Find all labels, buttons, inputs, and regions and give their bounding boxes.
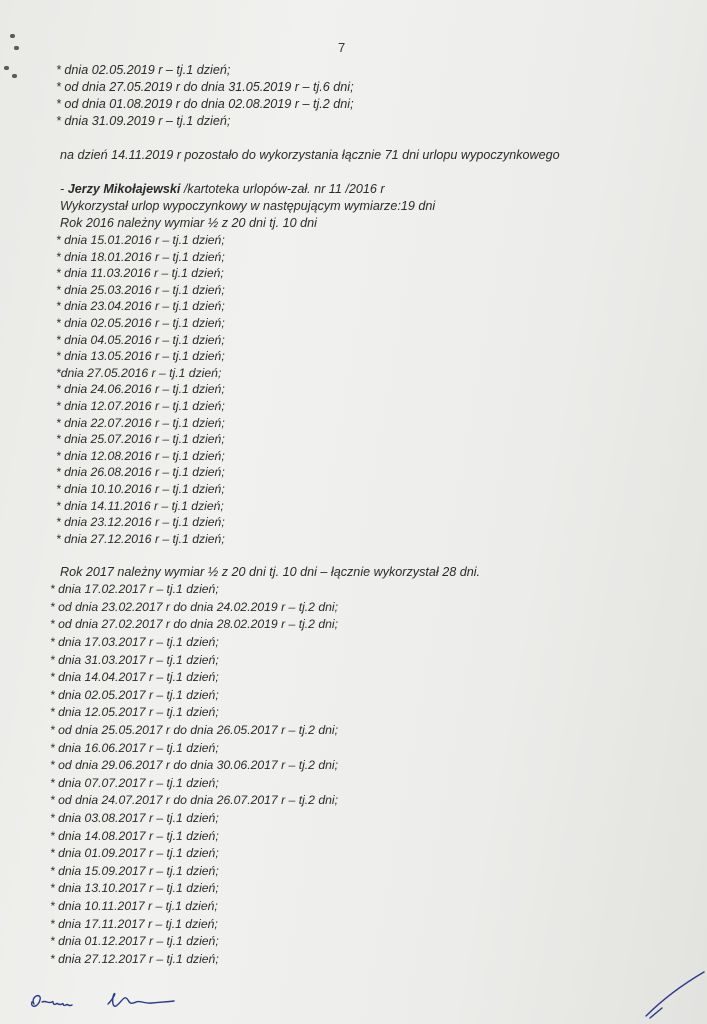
list-item: * dnia 14.04.2017 r – tj.1 dzień; xyxy=(50,670,219,685)
list-item: * dnia 14.11.2016 r – tj.1 dzień; xyxy=(56,498,224,513)
list-item: * dnia 12.07.2016 r – tj.1 dzień; xyxy=(56,398,225,413)
list-item: * dnia 25.03.2016 r – tj.1 dzień; xyxy=(56,282,225,297)
summary-line: na dzień 14.11.2019 r pozostało do wykorzystania łącznie 71 dni urlopu wypoczynkowego xyxy=(60,148,560,162)
list-item: * od dnia 01.08.2019 r do dnia 02.08.2019 r – tj.2 dni; xyxy=(56,97,354,111)
list-item: * dnia 13.10.2017 r – tj.1 dzień; xyxy=(50,881,219,896)
year-2017-list xyxy=(50,581,690,968)
list-item: * dnia 12.05.2017 r – tj.1 dzień; xyxy=(50,705,219,720)
staple-mark xyxy=(10,34,15,38)
list-item: * dnia 22.07.2016 r – tj.1 dzień; xyxy=(56,415,225,430)
list-item: * dnia 14.08.2017 r – tj.1 dzień; xyxy=(50,828,219,843)
list-item: * dnia 23.12.2016 r – tj.1 dzień; xyxy=(56,515,225,530)
list-item: * od dnia 25.05.2017 r do dnia 26.05.2017 r – tj.2 dni; xyxy=(50,723,338,738)
list-item: * dnia 25.07.2016 r – tj.1 dzień; xyxy=(56,432,225,447)
list-item: * dnia 13.05.2016 r – tj.1 dzień; xyxy=(56,349,225,364)
list-item: * dnia 31.09.2019 r – tj.1 dzień; xyxy=(56,114,231,128)
staple-mark xyxy=(12,74,17,78)
list-item: * dnia 31.03.2017 r – tj.1 dzień; xyxy=(50,652,219,667)
list-item: *dnia 27.05.2016 r – tj.1 dzień; xyxy=(56,365,222,380)
list-item: * od dnia 24.07.2017 r do dnia 26.07.2017 r – tj.2 dni; xyxy=(50,793,338,808)
list-item: * dnia 27.12.2017 r – tj.1 dzień; xyxy=(50,951,219,966)
document-body xyxy=(50,62,690,968)
list-item: * dnia 17.02.2017 r – tj.1 dzień; xyxy=(50,582,219,597)
person-heading xyxy=(50,181,690,198)
list-item: * dnia 11.03.2016 r – tj.1 dzień; xyxy=(56,266,224,281)
page-number: 7 xyxy=(338,40,346,55)
person-reference: /kartoteka urlopów-zał. nr 11 /2016 r xyxy=(180,182,385,196)
list-item: * dnia 17.11.2017 r – tj.1 dzień; xyxy=(50,916,218,931)
list-item: * od dnia 27.02.2017 r do dnia 28.02.2019 r – tj.2 dni; xyxy=(50,617,338,632)
year-2016-list xyxy=(50,232,690,547)
list-item: * dnia 16.06.2017 r – tj.1 dzień; xyxy=(50,740,219,755)
list-item: * dnia 18.01.2016 r – tj.1 dzień; xyxy=(56,249,225,264)
list-item: * dnia 01.12.2017 r – tj.1 dzień; xyxy=(50,934,219,949)
used-total-line: Wykorzystał urlop wypoczynkowy w następującym wymiarze:19 dni xyxy=(60,199,436,213)
list-item: * dnia 24.06.2016 r – tj.1 dzień; xyxy=(56,382,225,397)
list-item: * dnia 10.11.2017 r – tj.1 dzień; xyxy=(50,898,218,913)
year-2016-header: Rok 2016 należny wymiar ½ z 20 dni tj. 10 dni xyxy=(60,216,317,230)
list-item: * dnia 02.05.2016 r – tj.1 dzień; xyxy=(56,315,225,330)
list-item: * dnia 12.08.2016 r – tj.1 dzień; xyxy=(56,448,225,463)
list-item: * dnia 27.12.2016 r – tj.1 dzień; xyxy=(56,531,225,546)
pen-stroke-mark xyxy=(640,968,707,1024)
list-item: * dnia 07.07.2017 r – tj.1 dzień; xyxy=(50,775,219,790)
list-item: * dnia 03.08.2017 r – tj.1 dzień; xyxy=(50,811,219,825)
list-item: * dnia 26.08.2016 r – tj.1 dzień; xyxy=(56,465,225,480)
staple-mark xyxy=(4,66,9,70)
list-item: * od dnia 27.05.2019 r do dnia 31.05.2019 r – tj.6 dni; xyxy=(56,80,354,94)
list-item: * dnia 01.09.2017 r – tj.1 dzień; xyxy=(50,846,219,861)
person-prefix: - xyxy=(60,182,68,196)
list-item: * dnia 04.05.2016 r – tj.1 dzień; xyxy=(56,332,225,347)
list-item: * dnia 15.09.2017 r – tj.1 dzień; xyxy=(50,863,219,878)
year-2017-header: Rok 2017 należny wymiar ½ z 20 dni tj. 10 dni – łącznie wykorzystał 28 dni. xyxy=(60,565,481,580)
list-item: * dnia 17.03.2017 r – tj.1 dzień; xyxy=(50,635,219,650)
list-item: * dnia 02.05.2017 r – tj.1 dzień; xyxy=(50,687,219,702)
staple-mark xyxy=(14,46,19,50)
list-item: * od dnia 23.02.2017 r do dnia 24.02.2019 r – tj.2 dni; xyxy=(50,599,338,614)
list-item: * dnia 02.05.2019 r – tj.1 dzień; xyxy=(56,63,231,77)
block1-list xyxy=(50,62,690,130)
list-item: * dnia 10.10.2016 r – tj.1 dzień; xyxy=(56,481,225,496)
handwritten-signature xyxy=(28,982,188,1018)
list-item: * od dnia 29.06.2017 r do dnia 30.06.2017 r – tj.2 dni; xyxy=(50,758,338,773)
list-item: * dnia 15.01.2016 r – tj.1 dzień; xyxy=(56,233,225,247)
list-item: * dnia 23.04.2016 r – tj.1 dzień; xyxy=(56,299,225,314)
person-name: Jerzy Mikołajewski xyxy=(67,182,181,196)
